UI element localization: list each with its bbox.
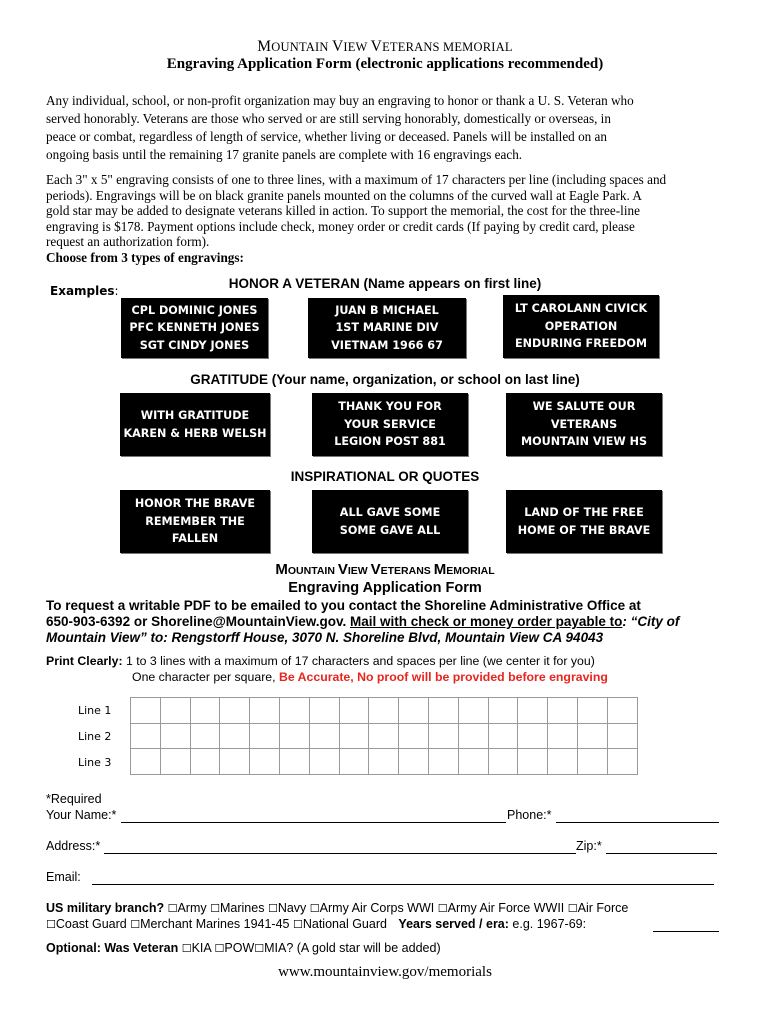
char-cell[interactable] xyxy=(577,723,607,749)
engraving-line-3 xyxy=(131,749,638,775)
years-served-label: Years served / era: xyxy=(398,917,509,931)
char-cell[interactable] xyxy=(160,749,190,775)
char-cell[interactable] xyxy=(279,749,309,775)
char-cell[interactable] xyxy=(250,698,280,724)
char-cell[interactable] xyxy=(309,749,339,775)
branch-option-national-guard[interactable]: ☐National Guard xyxy=(292,917,387,931)
char-cell[interactable] xyxy=(399,698,429,724)
name-input-line[interactable] xyxy=(121,822,506,823)
char-cell[interactable] xyxy=(309,723,339,749)
char-cell[interactable] xyxy=(369,749,399,775)
char-cell[interactable] xyxy=(369,723,399,749)
required-note: *Required xyxy=(46,792,102,806)
phone-input-line[interactable] xyxy=(556,822,719,823)
char-cell[interactable] xyxy=(548,723,578,749)
char-cell[interactable] xyxy=(548,698,578,724)
print-clearly-line: Print Clearly: 1 to 3 lines with a maximum of 17 characters and spaces per line (we center it for you) xyxy=(46,654,595,668)
branch-option-marines[interactable]: ☐Marines xyxy=(210,901,265,915)
inspirational-example-3: LAND OF THE FREE HOME OF THE BRAVE xyxy=(506,490,662,553)
char-cell[interactable] xyxy=(548,749,578,775)
page-subtitle: Engraving Application Form (electronic applications recommended) xyxy=(166,56,604,72)
email-label: Email: xyxy=(46,870,81,884)
char-cell[interactable] xyxy=(458,723,488,749)
char-cell[interactable] xyxy=(488,723,518,749)
char-cell[interactable] xyxy=(131,723,161,749)
address-input-line[interactable] xyxy=(104,853,576,854)
char-cell[interactable] xyxy=(160,698,190,724)
footer-url: www.mountainview.gov/memorials xyxy=(278,964,492,980)
char-cell[interactable] xyxy=(250,749,280,775)
request-instructions-line-2: 650-903-6392 or Shoreline@MountainView.gov. Mail with check or money order payable to: “City of xyxy=(46,614,680,629)
char-cell[interactable] xyxy=(220,723,250,749)
military-branch-row-1: US military branch? ☐Army ☐Marines ☐Navy ☐Army Air Corps WWI ☐Army Air Force WWII ☐Air Force xyxy=(46,901,629,915)
request-instructions-line-1: To request a writable PDF to be emailed to you contact the Shoreline Administrative Office at xyxy=(46,598,641,613)
engraving-line-2 xyxy=(131,723,638,749)
char-cell[interactable] xyxy=(607,723,637,749)
examples-label: Examples: xyxy=(50,284,119,298)
zip-label: Zip:* xyxy=(576,839,602,853)
char-cell[interactable] xyxy=(131,698,161,724)
gratitude-example-3: WE SALUTE OUR VETERANS MOUNTAIN VIEW HS xyxy=(506,393,662,456)
char-cell[interactable] xyxy=(518,723,548,749)
char-cell[interactable] xyxy=(190,698,220,724)
gratitude-example-1: WITH GRATITUDE KAREN & HERB WELSH xyxy=(120,393,270,456)
form-subheading: Engraving Application Form xyxy=(288,580,482,596)
char-cell[interactable] xyxy=(607,749,637,775)
char-cell[interactable] xyxy=(577,749,607,775)
char-cell[interactable] xyxy=(190,749,220,775)
inspirational-example-2: ALL GAVE SOME SOME GAVE ALL xyxy=(312,490,468,553)
branch-option-merchant-marines[interactable]: ☐Merchant Marines 1941-45 xyxy=(130,917,290,931)
page-title: MOUNTAIN VIEW VETERANS MEMORIAL xyxy=(257,38,513,55)
line-1-label: Line 1 xyxy=(78,704,112,717)
char-cell[interactable] xyxy=(428,698,458,724)
zip-input-line[interactable] xyxy=(606,853,717,854)
inspirational-heading: INSPIRATIONAL OR QUOTES xyxy=(290,469,480,484)
accuracy-warning-line: One character per square, Be Accurate, No proof will be provided before engraving xyxy=(132,670,608,684)
branch-option-navy[interactable]: ☐Navy xyxy=(267,901,307,915)
gratitude-example-2: THANK YOU FOR YOUR SERVICE LEGION POST 881 xyxy=(312,393,468,456)
branch-option-army-air-corps[interactable]: ☐Army Air Corps WWI xyxy=(309,901,435,915)
address-label: Address:* xyxy=(46,839,101,853)
choose-heading: Choose from 3 types of engravings: xyxy=(46,250,244,265)
form-heading: MOUNTAIN VIEW VETERANS MEMORIAL xyxy=(275,561,495,578)
honor-heading: HONOR A VETERAN (Name appears on first line) xyxy=(228,276,542,291)
char-cell[interactable] xyxy=(369,698,399,724)
char-cell[interactable] xyxy=(577,698,607,724)
engraving-line-1 xyxy=(131,698,638,724)
intro-paragraph-2: Each 3" x 5" engraving consists of one to three lines, with a maximum of 17 characters per line (including spaces and periods). Engravings will be on black granite panels mounted on the columns of the curved wall at Eagle Park. A gold star may be added to designate veterans killed in action. To support the memorial, the cost for the three-line engraving is $178. Payment options include check, money order or credit cards (If paying by credit card, please request an authorization form). xyxy=(46,172,667,249)
branch-option-coast-guard[interactable]: ☐Coast Guard xyxy=(46,917,127,931)
char-cell[interactable] xyxy=(518,698,548,724)
char-cell[interactable] xyxy=(458,749,488,775)
char-cell[interactable] xyxy=(279,698,309,724)
gratitude-heading: GRATITUDE (Your name, organization, or school on last line) xyxy=(190,372,580,387)
line-3-label: Line 3 xyxy=(78,756,112,769)
status-option-kia[interactable]: ☐KIA xyxy=(181,941,212,955)
char-cell[interactable] xyxy=(458,698,488,724)
optional-veteran-status: Optional: Was Veteran ☐KIA ☐POW☐MIA? (A gold star will be added) xyxy=(46,941,441,955)
char-cell[interactable] xyxy=(399,723,429,749)
branch-option-air-force[interactable]: ☐Air Force xyxy=(567,901,629,915)
email-input-line[interactable] xyxy=(92,884,714,885)
char-cell[interactable] xyxy=(250,723,280,749)
honor-example-2: JUAN B MICHAEL 1ST MARINE DIV VIETNAM 1966 67 xyxy=(308,298,466,358)
inspirational-example-1: HONOR THE BRAVE REMEMBER THE FALLEN xyxy=(120,490,270,553)
intro-paragraph-1: Any individual, school, or non-profit organization may buy an engraving to honor or thank a U. S. Veteran who served honorably. Veterans are those who served or are still serving honorably, domestically or overseas, in peace or combat, regardless of length of service, whether living or deceased. Panels will be installed on an ongoing basis until the remaining 17 granite panels are complete with 16 engravings each. xyxy=(46,93,634,162)
char-cell[interactable] xyxy=(518,749,548,775)
honor-example-1: CPL DOMINIC JONES PFC KENNETH JONES SGT CINDY JONES xyxy=(121,298,268,358)
char-cell[interactable] xyxy=(160,723,190,749)
branch-option-army-air-force[interactable]: ☐Army Air Force WWII xyxy=(437,901,565,915)
branch-option-army[interactable]: ☐Army xyxy=(167,901,207,915)
line-2-label: Line 2 xyxy=(78,730,112,743)
status-option-mia[interactable]: ☐MIA? (A gold star will be added) xyxy=(254,941,441,955)
engraving-character-grid xyxy=(130,697,638,775)
char-cell[interactable] xyxy=(339,749,369,775)
name-label: Your Name:* xyxy=(46,808,117,822)
char-cell[interactable] xyxy=(190,723,220,749)
years-served-input-line[interactable] xyxy=(653,931,719,932)
char-cell[interactable] xyxy=(488,698,518,724)
status-option-pow[interactable]: ☐POW xyxy=(214,941,255,955)
char-cell[interactable] xyxy=(399,749,429,775)
phone-label: Phone:* xyxy=(507,808,552,822)
char-cell[interactable] xyxy=(279,723,309,749)
char-cell[interactable] xyxy=(488,749,518,775)
honor-example-3: LT CAROLANN CIVICK OPERATION ENDURING FREEDOM xyxy=(503,295,659,358)
char-cell[interactable] xyxy=(220,749,250,775)
char-cell[interactable] xyxy=(339,698,369,724)
request-instructions-line-3: Mountain View” to: Rengstorff House, 3070 N. Shoreline Blvd, Mountain View CA 94043 xyxy=(46,630,604,645)
char-cell[interactable] xyxy=(339,723,369,749)
char-cell[interactable] xyxy=(220,698,250,724)
char-cell[interactable] xyxy=(309,698,339,724)
military-branch-row-2: ☐Coast Guard ☐Merchant Marines 1941-45 ☐National Guard Years served / era: e.g. 1967-69: xyxy=(46,917,587,931)
char-cell[interactable] xyxy=(428,749,458,775)
char-cell[interactable] xyxy=(131,749,161,775)
char-cell[interactable] xyxy=(428,723,458,749)
char-cell[interactable] xyxy=(607,698,637,724)
